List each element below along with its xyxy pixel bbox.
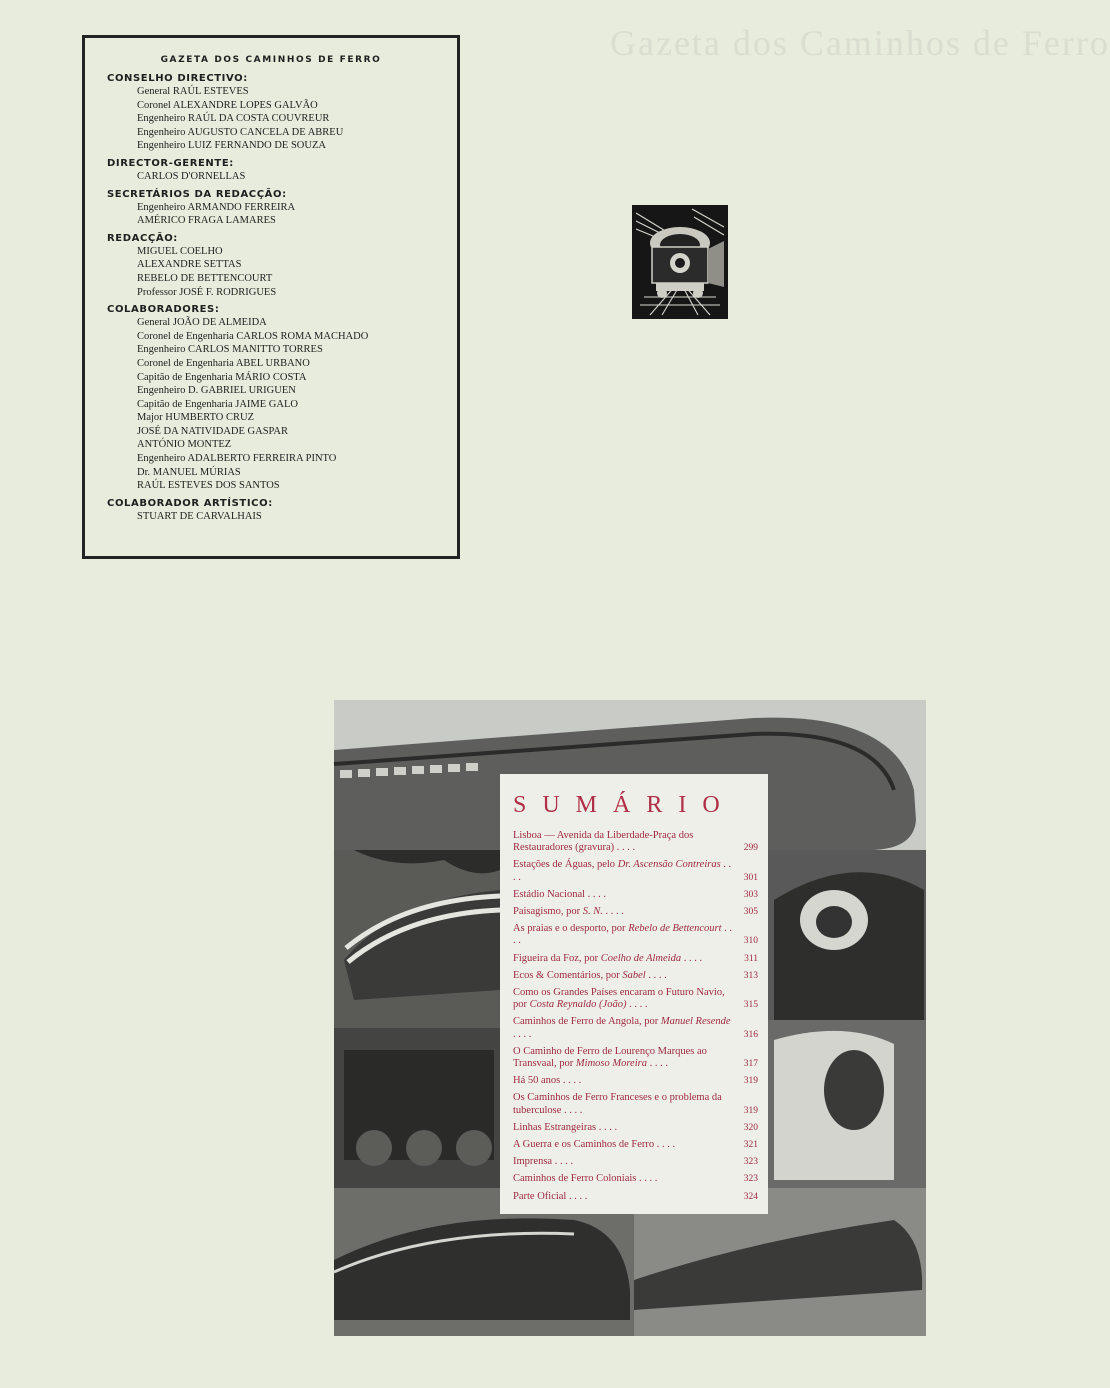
masthead-name: Engenheiro CARLOS MANITTO TORRES bbox=[137, 344, 323, 356]
masthead-name: RAÚL ESTEVES DOS SANTOS bbox=[137, 480, 280, 492]
summary-entry-text: A Guerra e os Caminhos de Ferro bbox=[513, 1139, 655, 1151]
masthead-name: ALEXANDRE SETTAS bbox=[137, 259, 242, 271]
summary-entry bbox=[513, 1139, 758, 1151]
summary-entry bbox=[513, 987, 758, 1011]
summary-entry-text: Os Caminhos de Ferro Franceses e o problema da tuberculose bbox=[513, 1092, 722, 1116]
summary-entry-author: Dr. Ascensão Contreiras bbox=[617, 859, 721, 871]
summary-leader-dots: . . . . bbox=[596, 1121, 618, 1133]
masthead-section-title: CONSELHO DIRECTIVO: bbox=[107, 73, 248, 84]
summary-entry-text: Linhas Estrangeiras bbox=[513, 1121, 597, 1133]
summary-entry bbox=[513, 1046, 758, 1070]
summary-entry-page: 310 bbox=[743, 936, 758, 947]
summary-entry-title bbox=[513, 1075, 732, 1087]
summary-entry-page: 313 bbox=[743, 970, 758, 981]
summary-entry-page: 320 bbox=[743, 1122, 758, 1133]
summary-entry-title bbox=[513, 1092, 732, 1116]
summary-entry-author: Costa Reynaldo (João) bbox=[529, 999, 627, 1011]
summary-entry bbox=[513, 889, 758, 901]
masthead-name: Engenheiro ADALBERTO FERREIRA PINTO bbox=[137, 453, 337, 465]
summary-entry-text: Caminhos de Ferro Coloniais bbox=[513, 1173, 637, 1185]
summary-entry-page: 319 bbox=[743, 1105, 758, 1116]
masthead-section-title: COLABORADORES: bbox=[107, 304, 220, 316]
summary-entry bbox=[513, 1122, 758, 1134]
summary-entry bbox=[513, 970, 758, 982]
summary-entry-text: Estações de Águas, pelo bbox=[513, 859, 618, 871]
summary-entry-page: 303 bbox=[743, 889, 758, 900]
summary-list bbox=[513, 830, 758, 1203]
summary-entry-title bbox=[513, 1173, 732, 1185]
summary-entry-page: 324 bbox=[743, 1191, 758, 1202]
summary-entry-text: Ecos & Comentários, por bbox=[513, 969, 623, 981]
summary-leader-dots: . . . . bbox=[681, 952, 703, 964]
summary-entry bbox=[513, 1092, 758, 1116]
masthead-name: Coronel de Engenharia ABEL URBANO bbox=[137, 357, 310, 369]
masthead-name: Engenheiro RAÚL DA COSTA COUVREUR bbox=[137, 113, 330, 125]
masthead-name: General JOÃO DE ALMEIDA bbox=[137, 317, 267, 329]
summary-entry-title bbox=[513, 1122, 732, 1134]
summary-entry-text: Paisagismo, por bbox=[513, 906, 583, 918]
masthead-name: STUART DE CARVALHAIS bbox=[137, 510, 262, 522]
masthead-name: AMÉRICO FRAGA LAMARES bbox=[137, 215, 276, 227]
masthead-name: Capitão de Engenharia JAIME GALO bbox=[137, 398, 298, 410]
masthead-name: Major HUMBERTO CRUZ bbox=[137, 412, 255, 424]
summary-leader-dots: . . . . bbox=[513, 923, 732, 947]
summary-leader-dots: . . . . bbox=[566, 1190, 588, 1202]
masthead-name-list bbox=[107, 316, 457, 493]
masthead-name: Professor JOSÉ F. RODRIGUES bbox=[137, 286, 277, 298]
summary-entry-title bbox=[513, 1156, 732, 1168]
masthead-name-list bbox=[107, 245, 457, 299]
masthead-name: ANTÓNIO MONTEZ bbox=[137, 439, 232, 451]
summary-entry-title bbox=[513, 987, 732, 1011]
summary-leader-dots: . . . . bbox=[552, 1156, 574, 1168]
summary-entry-title bbox=[513, 970, 732, 982]
summary-entry bbox=[513, 1173, 758, 1185]
summary-entry-title bbox=[513, 906, 732, 918]
summary-leader-dots: . . . . bbox=[513, 859, 732, 883]
masthead-name-list bbox=[107, 510, 457, 524]
summary-entry-author: Rebelo de Bettencourt bbox=[628, 923, 722, 935]
summary-entry-page: 321 bbox=[743, 1140, 758, 1151]
masthead-name: CARLOS D'ORNELLAS bbox=[137, 170, 246, 182]
summary-entry bbox=[513, 830, 758, 854]
summary-entry-page: 316 bbox=[743, 1029, 758, 1040]
summary-entry-text: As praias e o desporto, por bbox=[513, 923, 629, 935]
summary-leader-dots: . . . . bbox=[513, 1028, 532, 1040]
summary-entry-author: Mimoso Moreira bbox=[575, 1058, 647, 1070]
summary-leader-dots: . . . . bbox=[645, 969, 667, 981]
summary-entry-title bbox=[513, 953, 732, 965]
summary-entry-title bbox=[513, 1016, 732, 1040]
masthead-name: Coronel de Engenharia CARLOS ROMA MACHADO bbox=[137, 330, 369, 342]
masthead-box bbox=[82, 35, 460, 559]
summary-entry-page: 315 bbox=[743, 1000, 758, 1011]
masthead-name: Engenheiro D. GABRIEL URIGUEN bbox=[137, 385, 296, 397]
summary-entry-title bbox=[513, 859, 732, 883]
summary-entry-text: Estádio Nacional bbox=[513, 888, 586, 900]
summary-entry-text: Lisboa — Avenida da Liberdade-Praça dos Restauradores (gravura) bbox=[513, 830, 694, 854]
locomotive-vignette bbox=[632, 205, 728, 319]
masthead-name: Engenheiro ARMANDO FERREIRA bbox=[137, 201, 296, 213]
summary-entry bbox=[513, 1156, 758, 1168]
summary-entry bbox=[513, 923, 758, 947]
masthead-section-title: DIRECTOR-GERENTE: bbox=[107, 157, 234, 169]
summary-entry-page: 317 bbox=[743, 1059, 758, 1070]
summary-leader-dots: . . . . bbox=[654, 1139, 676, 1151]
summary-entry-author: Manuel Resende bbox=[660, 1016, 731, 1028]
summary-entry-title bbox=[513, 830, 732, 854]
summary-leader-dots: . . . . bbox=[636, 1173, 658, 1185]
summary-leader-dots: . . . . bbox=[560, 1075, 582, 1087]
summary-entry-text: Caminhos de Ferro de Angola, por bbox=[513, 1016, 661, 1028]
summary-entry-text: Imprensa bbox=[513, 1156, 553, 1168]
summary-entry-author: Coelho de Almeida bbox=[600, 952, 682, 964]
masthead-name: MIGUEL COELHO bbox=[137, 245, 223, 257]
masthead-section-title: SECRETÁRIOS DA REDACÇÃO: bbox=[107, 188, 287, 200]
summary-entry-title bbox=[513, 889, 732, 901]
summary-leader-dots: . . . . bbox=[626, 999, 648, 1011]
masthead-section-title: REDACÇÃO: bbox=[107, 232, 178, 244]
summary-entry-page: 301 bbox=[743, 872, 758, 883]
masthead-name-list bbox=[107, 201, 457, 228]
summary-entry bbox=[513, 1016, 758, 1040]
summary-entry-author: S. N. bbox=[582, 906, 603, 918]
masthead-name: General RAÚL ESTEVES bbox=[137, 86, 249, 97]
masthead-name: Capitão de Engenharia MÁRIO COSTA bbox=[137, 371, 307, 383]
summary-title: SUMÁRIO bbox=[513, 792, 736, 818]
summary-leader-dots: . . . . bbox=[646, 1058, 668, 1070]
summary-leader-dots: . . . . bbox=[561, 1104, 583, 1116]
summary-entry-title bbox=[513, 923, 732, 947]
masthead-name: JOSÉ DA NATIVIDADE GASPAR bbox=[137, 425, 289, 437]
summary-entry bbox=[513, 953, 758, 965]
masthead-sections bbox=[107, 72, 457, 523]
summary-entry bbox=[513, 906, 758, 918]
masthead-name-list bbox=[107, 170, 457, 184]
summary-entry-text: Parte Oficial bbox=[513, 1190, 567, 1202]
summary-panel bbox=[500, 774, 768, 1214]
summary-entry-page: 305 bbox=[743, 907, 758, 918]
summary-entry bbox=[513, 859, 758, 883]
summary-entry-title bbox=[513, 1046, 732, 1070]
summary-entry-page: 299 bbox=[743, 843, 758, 854]
masthead-section-title: COLABORADOR ARTÍSTICO: bbox=[107, 497, 273, 509]
summary-entry-page: 323 bbox=[743, 1174, 758, 1185]
masthead-name: Engenheiro AUGUSTO CANCELA DE ABREU bbox=[137, 126, 344, 138]
summary-entry-title bbox=[513, 1191, 732, 1203]
summary-entry-author: Sabel bbox=[622, 969, 646, 981]
summary-leader-dots: . . . . bbox=[614, 842, 636, 854]
summary-entry-text: O Caminho de Ferro de Lourenço Marques ao Transvaal, por bbox=[513, 1045, 707, 1070]
summary-entry bbox=[513, 1191, 758, 1203]
summary-entry bbox=[513, 1075, 758, 1087]
summary-entry-page: 319 bbox=[743, 1076, 758, 1087]
summary-leader-dots: . . . . bbox=[602, 906, 624, 918]
masthead-name: Coronel ALEXANDRE LOPES GALVÃO bbox=[137, 99, 318, 111]
summary-entry-page: 311 bbox=[744, 953, 758, 964]
bleed-through-title: Gazeta dos Caminhos de Ferro bbox=[610, 23, 1110, 63]
summary-entry-text: Há 50 anos bbox=[513, 1075, 561, 1087]
masthead-name: REBELO DE BETTENCOURT bbox=[137, 272, 273, 284]
summary-entry-text: Como os Grandes Países encaram o Futuro Navio, por bbox=[513, 987, 725, 1011]
masthead-name: Dr. MANUEL MÚRIAS bbox=[137, 466, 241, 478]
masthead-name: Engenheiro LUIZ FERNANDO DE SOUZA bbox=[137, 140, 326, 152]
summary-leader-dots: . . . . bbox=[585, 888, 607, 900]
summary-entry-text: Figueira da Foz, por bbox=[513, 952, 601, 964]
masthead-title: GAZETA DOS CAMINHOS DE FERRO bbox=[160, 55, 382, 65]
summary-entry-title bbox=[513, 1139, 732, 1151]
masthead-name-list bbox=[107, 85, 457, 153]
summary-entry-page: 323 bbox=[743, 1157, 758, 1168]
